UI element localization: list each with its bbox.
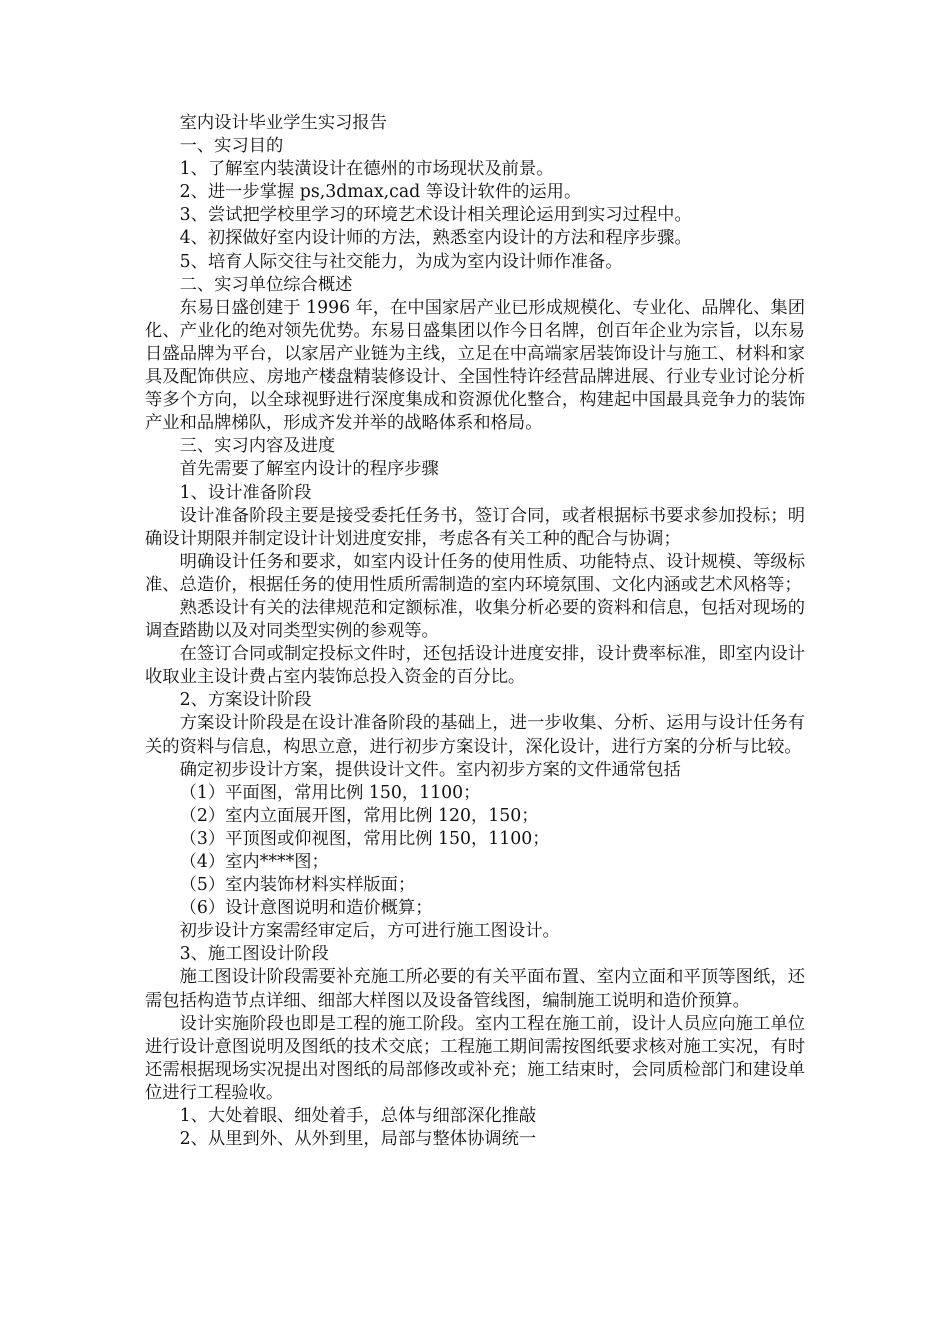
subsection-heading: 1、设计准备阶段 xyxy=(179,482,312,503)
body-paragraph: 设计实施阶段也即是工程的施工阶段。室内工程在施工前，设计人员应向施工单位进行设计意图说明及图纸的技术交底；工程施工期间需按图纸要求核对施工实况，有时还需根据现场实况提出对图纸的局部修改或补充；施工结束时，会同质检部门和建设单位进行工程验收。 xyxy=(145,1013,805,1103)
list-item: 5、培育人际交往与社交能力，为成为室内设计师作准备。 xyxy=(179,251,623,272)
list-item: 2、进一步掌握 ps,3dmax,cad 等设计软件的运用。 xyxy=(179,182,582,203)
section-heading: 一、实习目的 xyxy=(179,136,284,157)
body-paragraph: 明确设计任务和要求，如室内设计任务的使用性质、功能特点、设计规模、等级标准、总造价，根据任务的使用性质所需制造的室内环境氛围、文化内涵或艺术风格等； xyxy=(145,551,805,595)
list-item: （6）设计意图说明和造价概算； xyxy=(179,898,433,919)
body-paragraph: 首先需要了解室内设计的程序步骤 xyxy=(179,459,439,480)
body-paragraph: 设计准备阶段主要是接受委托任务书，签订合同，或者根据标书要求参加投标；明确设计期限并制定设计计划进度安排，考虑各有关工种的配合与协调； xyxy=(145,505,805,549)
list-item: （3）平顶图或仰视图，常用比例 150，1100； xyxy=(179,828,550,849)
subsection-heading: 3、施工图设计阶段 xyxy=(179,944,329,965)
body-paragraph: 施工图设计阶段需要补充施工所必要的有关平面布置、室内立面和平顶等图纸，还需包括构造节点详细、细部大样图以及设备管线图，编制施工说明和造价预算。 xyxy=(145,967,805,1011)
body-paragraph: 初步设计方案需经审定后，方可进行施工图设计。 xyxy=(179,921,560,942)
list-item: （4）室内****图； xyxy=(179,852,329,872)
section-heading: 三、实习内容及进度 xyxy=(179,436,336,457)
list-item: 1、大处着眼、细处着手，总体与细部深化推敲 xyxy=(179,1106,537,1127)
section-heading: 二、实习单位综合概述 xyxy=(179,274,353,295)
list-item: （5）室内装饰材料实样版面； xyxy=(179,875,416,896)
body-paragraph: 东易日盛创建于 1996 年，在中国家居产业已形成规模化、专业化、品牌化、集团化、产业化的绝对领先优势。东易日盛集团以作今日名牌，创百年企业为宗旨，以东易日盛品牌为平台，以家居产业链为主线，立足在中高端家居装饰设计与施工、材料和家具及配饰供应、房地产楼盘精装修设计、全国性特许经营品牌进展、行业专业讨论分析等多个方向，以全球视野进行深度集成和资源优化整合，构建起中国最具竞争力的装饰产业和品牌梯队，形成齐发并举的战略体系和格局。 xyxy=(145,297,805,434)
list-item: 4、初探做好室内设计师的方法，熟悉室内设计的方法和程序步骤。 xyxy=(179,228,692,249)
body-paragraph: 确定初步设计方案，提供设计文件。室内初步方案的文件通常包括 xyxy=(179,759,681,780)
body-paragraph: 熟悉设计有关的法律规范和定额标准，收集分析必要的资料和信息，包括对现场的调查踏勘以及对同类型实例的参观等。 xyxy=(145,597,805,642)
body-paragraph: 方案设计阶段是在设计准备阶段的基础上，进一步收集、分析、运用与设计任务有关的资料与信息，构思立意，进行初步方案设计，深化设计，进行方案的分析与比较。 xyxy=(145,713,805,757)
list-item: （1）平面图，常用比例 150，1100； xyxy=(179,782,481,803)
list-item: 1、了解室内装潢设计在德州的市场现状及前景。 xyxy=(179,159,554,180)
list-item: （2）室内立面展开图，常用比例 120，150； xyxy=(179,805,539,826)
list-item: 3、尝试把学校里学习的环境艺术设计相关理论运用到实习过程中。 xyxy=(179,205,692,226)
document-page xyxy=(145,112,805,1151)
subsection-heading: 2、方案设计阶段 xyxy=(179,690,312,711)
list-item: 2、从里到外、从外到里，局部与整体协调统一 xyxy=(179,1129,537,1150)
report-title: 室内设计毕业学生实习报告 xyxy=(179,113,387,133)
body-paragraph: 在签订合同或制定投标文件时，还包括设计进度安排，设计费率标准，即室内设计收取业主设计费占室内装饰总投入资金的百分比。 xyxy=(145,644,805,688)
